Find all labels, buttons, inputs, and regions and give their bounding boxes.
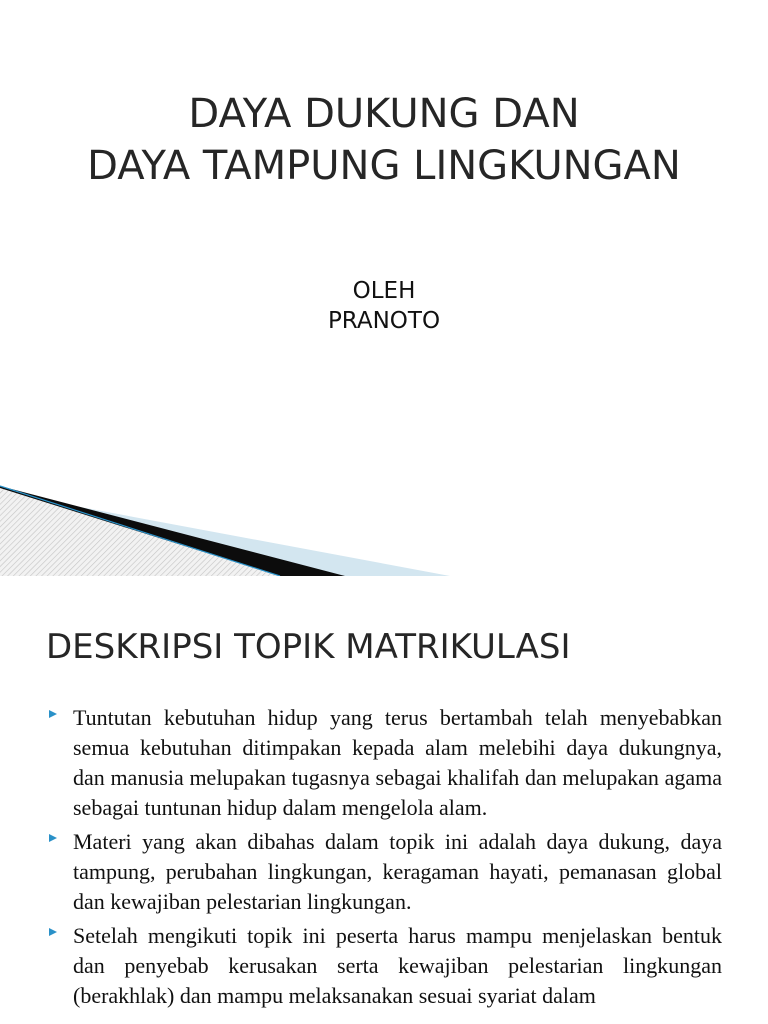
triangle-bullet-icon xyxy=(49,928,57,936)
title-line-1: DAYA DUKUNG DAN xyxy=(188,91,580,137)
slide-subtitle xyxy=(0,276,768,336)
subtitle-line-2: PRANOTO xyxy=(327,308,441,334)
bullet-item xyxy=(46,921,722,1011)
slide-title: DESKRIPSI TOPIK MATRIKULASI xyxy=(46,627,571,667)
triangle-bullet-icon xyxy=(49,834,57,842)
bullet-text: Tuntutan kebutuhan hidup yang terus bertambah telah menyebabkan semua kebutuhan ditimpakan kepada alam melebihi daya dukungnya, dan manusia melupakan tugasnya sebagai khalifah dan melupakan agama sebagai tuntunan hidup dalam mengelola alam. xyxy=(73,705,722,820)
bullet-text: Setelah mengikuti topik ini peserta harus mampu menjelaskan bentuk dan penyebab kerusakan serta kewajiban pelestarian lingkungan (berakhlak) dan mampu melaksanakan sesuai syariat dalam xyxy=(73,923,722,1008)
triangle-bullet-icon xyxy=(49,710,57,718)
bullet-text: Materi yang akan dibahas dalam topik ini adalah daya dukung, daya tampung, perubahan lingkungan, keragaman hayati, pemanasan global dan kewajiban pelestarian lingkungan. xyxy=(73,829,722,914)
bullet-item xyxy=(46,703,722,823)
bullet-item xyxy=(46,827,722,917)
title-line-2: DAYA TAMPUNG LINGKUNGAN xyxy=(87,143,681,189)
content-slide xyxy=(0,590,768,1024)
subtitle-line-1: OLEH xyxy=(352,278,416,304)
decorative-wedge xyxy=(0,470,768,576)
bullet-list xyxy=(46,703,722,1015)
slide-title xyxy=(0,88,768,192)
